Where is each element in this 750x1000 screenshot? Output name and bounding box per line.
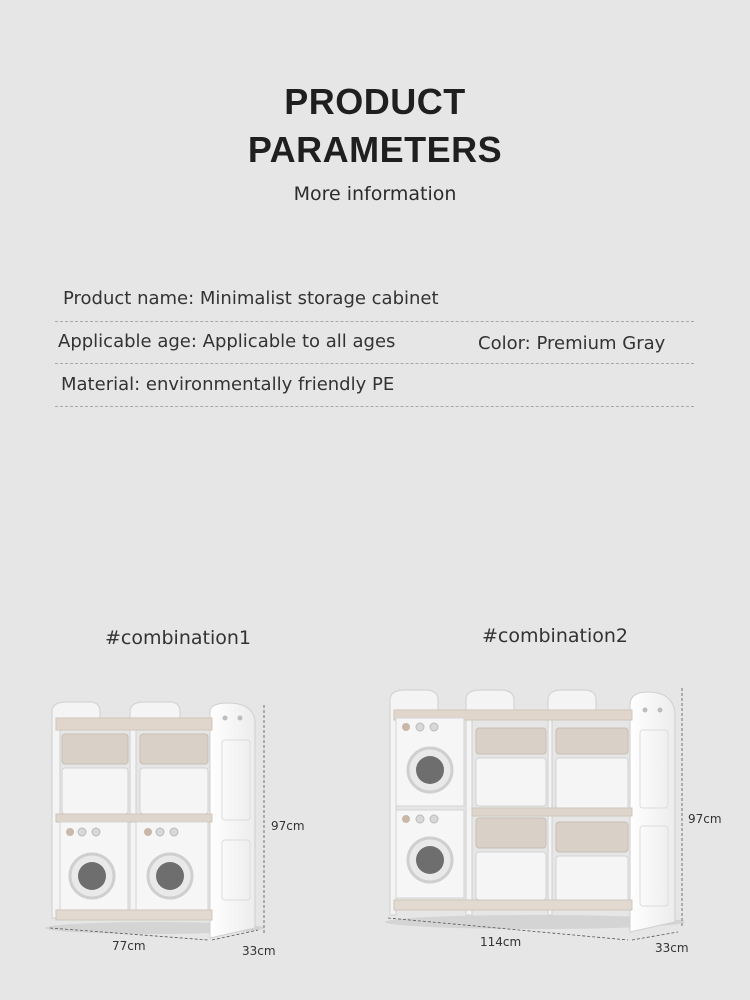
cabinet-combination1 bbox=[45, 702, 265, 938]
spec-applicable-age: Applicable age: Applicable to all ages bbox=[58, 331, 396, 352]
cabinet-combination2 bbox=[385, 690, 685, 932]
spec-material: Material: environmentally friendly PE bbox=[61, 374, 395, 395]
page-title-line1: PRODUCT bbox=[284, 81, 466, 122]
page-title-line2: PARAMETERS bbox=[247, 129, 503, 170]
combination2-width: 114cm bbox=[480, 935, 522, 949]
spec-color: Color: Premium Gray bbox=[478, 333, 666, 354]
combination1-height: 97cm bbox=[271, 819, 305, 833]
combination1-label: #combination1 bbox=[105, 627, 252, 649]
spec-product-name: Product name: Minimalist storage cabinet bbox=[63, 288, 439, 309]
page-subtitle: More information bbox=[293, 183, 457, 205]
combination2-label: #combination2 bbox=[482, 625, 629, 647]
combination1-width: 77cm bbox=[112, 939, 146, 953]
combination1-depth: 33cm bbox=[242, 944, 276, 958]
combination2-height: 97cm bbox=[688, 812, 722, 826]
combination2-depth: 33cm bbox=[655, 941, 689, 955]
